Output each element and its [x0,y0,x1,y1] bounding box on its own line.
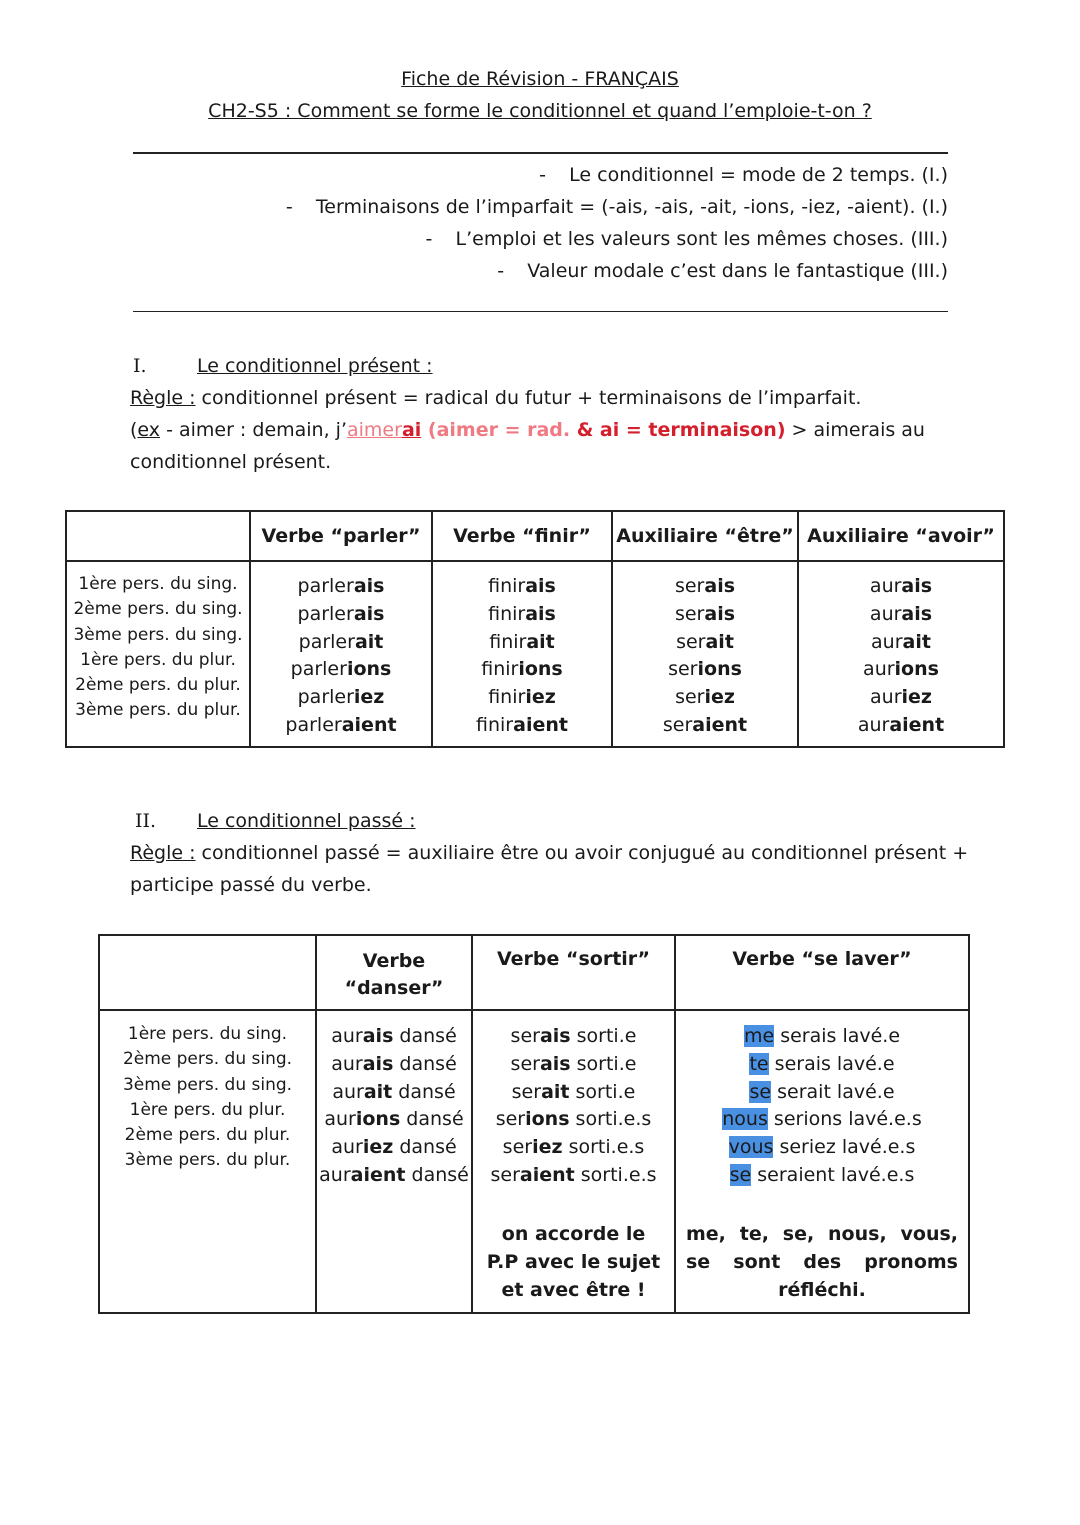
conjugated-form: serait sorti.e [511,1080,636,1103]
conjugated-form: seraient [662,713,748,736]
conjugated-form: aurais [869,602,933,625]
conditionnel-present-table [65,510,1005,748]
conjugated-form: seriez [675,686,735,709]
conjugated-form: finirions [481,658,563,681]
conjugated-form: finirais [488,575,556,597]
summary-item: - Le conditionnel = mode de 2 temps. (I.) [539,164,948,186]
conjugated-form: seriez sorti.e.s [502,1136,645,1159]
conjugated-form: te serais lavé.e [749,1052,895,1075]
table1-col-parler [250,561,432,747]
section1-heading: I. Le conditionnel présent : [133,355,433,377]
conjugated-form: parlerait [298,630,384,653]
conjugated-form: finiriez [488,686,556,709]
section1-rule: Règle : conditionnel présent = radical du futur + terminaisons de l’imparfait. [130,387,862,409]
conjugated-form: se seraient lavé.e.s [729,1163,915,1186]
section1-example-cont: conditionnel présent. [130,451,332,473]
conjugated-form: nous serions lavé.e.s [722,1108,922,1131]
conjugated-form: aurais dansé [331,1052,457,1075]
conjugated-form: serait [676,630,734,653]
table1-col-finir [432,561,612,747]
conjugated-form: me serais lavé.e [743,1025,901,1047]
conjugated-form: parlerais [297,575,385,597]
conjugated-form: serions [668,658,742,681]
table2-col-se-laver [675,1010,969,1313]
table1-col-etre [612,561,798,747]
section2-rule-cont: participe passé du verbe. [130,874,372,896]
conditionnel-passe-table [98,934,970,1314]
conjugated-form: aurait dansé [332,1080,456,1103]
conjugated-form: parleriez [297,686,385,709]
table2-header: Verbe “se laver” [675,935,969,1010]
table1-persons: 1ère pers. du sing. 2ème pers. du sing. 3ème pers. du sing. 1ère pers. du plur. 2ème pers. du plur. 3ème pers. du plur. [66,561,250,747]
divider-top [133,152,948,154]
conjugated-form: serais sorti.e [510,1025,637,1047]
conjugated-form: serais [674,602,736,625]
conjugated-form: finirait [489,630,555,653]
conjugated-form: parlerions [290,658,392,681]
section2-rule: Règle : conditionnel passé = auxiliaire être ou avoir conjugué au conditionnel présent + [130,842,969,864]
conjugated-form: finirais [488,602,556,625]
summary-item: - Valeur modale c’est dans le fantastique (III.) [497,260,948,282]
conjugated-form: parlerais [297,602,385,625]
table1-col-avoir [798,561,1004,747]
table2-col-danser [316,1010,472,1313]
table1-header: Verbe “parler” [250,511,432,561]
conjugated-form: auraient dansé [319,1163,469,1186]
table2-corner [99,935,316,1010]
table1-header: Verbe “finir” [432,511,612,561]
conjugated-form: auriez dansé [331,1136,457,1159]
conjugated-form: vous seriez lavé.e.s [728,1136,916,1159]
page-title: Fiche de Révision - FRANÇAIS [401,68,679,90]
table1-header: Auxiliaire “être” [612,511,798,561]
conjugated-form: aurais dansé [331,1025,457,1047]
conjugated-form: aurait [871,630,931,653]
conjugated-form: se serait lavé.e [749,1080,895,1103]
page-subtitle: CH2-S5 : Comment se forme le conditionnel et quand l’emploie-t-on ? [208,100,872,122]
conjugated-form: auriez [870,686,932,709]
section1-example: (ex - aimer : demain, j’aimerai (aimer = rad. & ai = terminaison) > aimerais au [130,419,925,441]
table1-corner [66,511,250,561]
conjugated-form: auraient [857,713,945,736]
conjugated-form: serions sorti.e.s [495,1108,652,1131]
section2-heading: II. Le conditionnel passé : [135,810,416,832]
table2-col-sortir [472,1010,675,1313]
table1-header: Auxiliaire “avoir” [798,511,1004,561]
note-accord: on accorde le P.P avec le sujet et avec être ! [486,1222,661,1301]
table2-header: Verbe “danser” [316,935,472,1010]
table2-persons: 1ère pers. du sing. 2ème pers. du sing. 3ème pers. du sing. 1ère pers. du plur. 2ème pers. du plur. 3ème pers. du plur. [99,1010,316,1313]
conjugated-form: serais [674,575,736,597]
note-pronoms: me, te, se, nous, vous, se sont des pronoms réfléchi. [686,1222,958,1301]
summary-item: - Terminaisons de l’imparfait = (-ais, -ais, -ait, -ions, -iez, -aient). (I.) [285,196,948,218]
conjugated-form: serais sorti.e [510,1052,637,1075]
conjugated-form: parleraient [285,713,397,736]
conjugated-form: aurais [869,575,933,597]
conjugated-form: aurions dansé [324,1108,464,1131]
conjugated-form: seraient sorti.e.s [490,1163,657,1186]
divider-summary [133,311,948,312]
table2-header: Verbe “sortir” [472,935,675,1010]
conjugated-form: aurions [863,658,939,681]
summary-item: - L’emploi et les valeurs sont les mêmes choses. (III.) [425,228,948,250]
conjugated-form: finiraient [476,713,568,736]
